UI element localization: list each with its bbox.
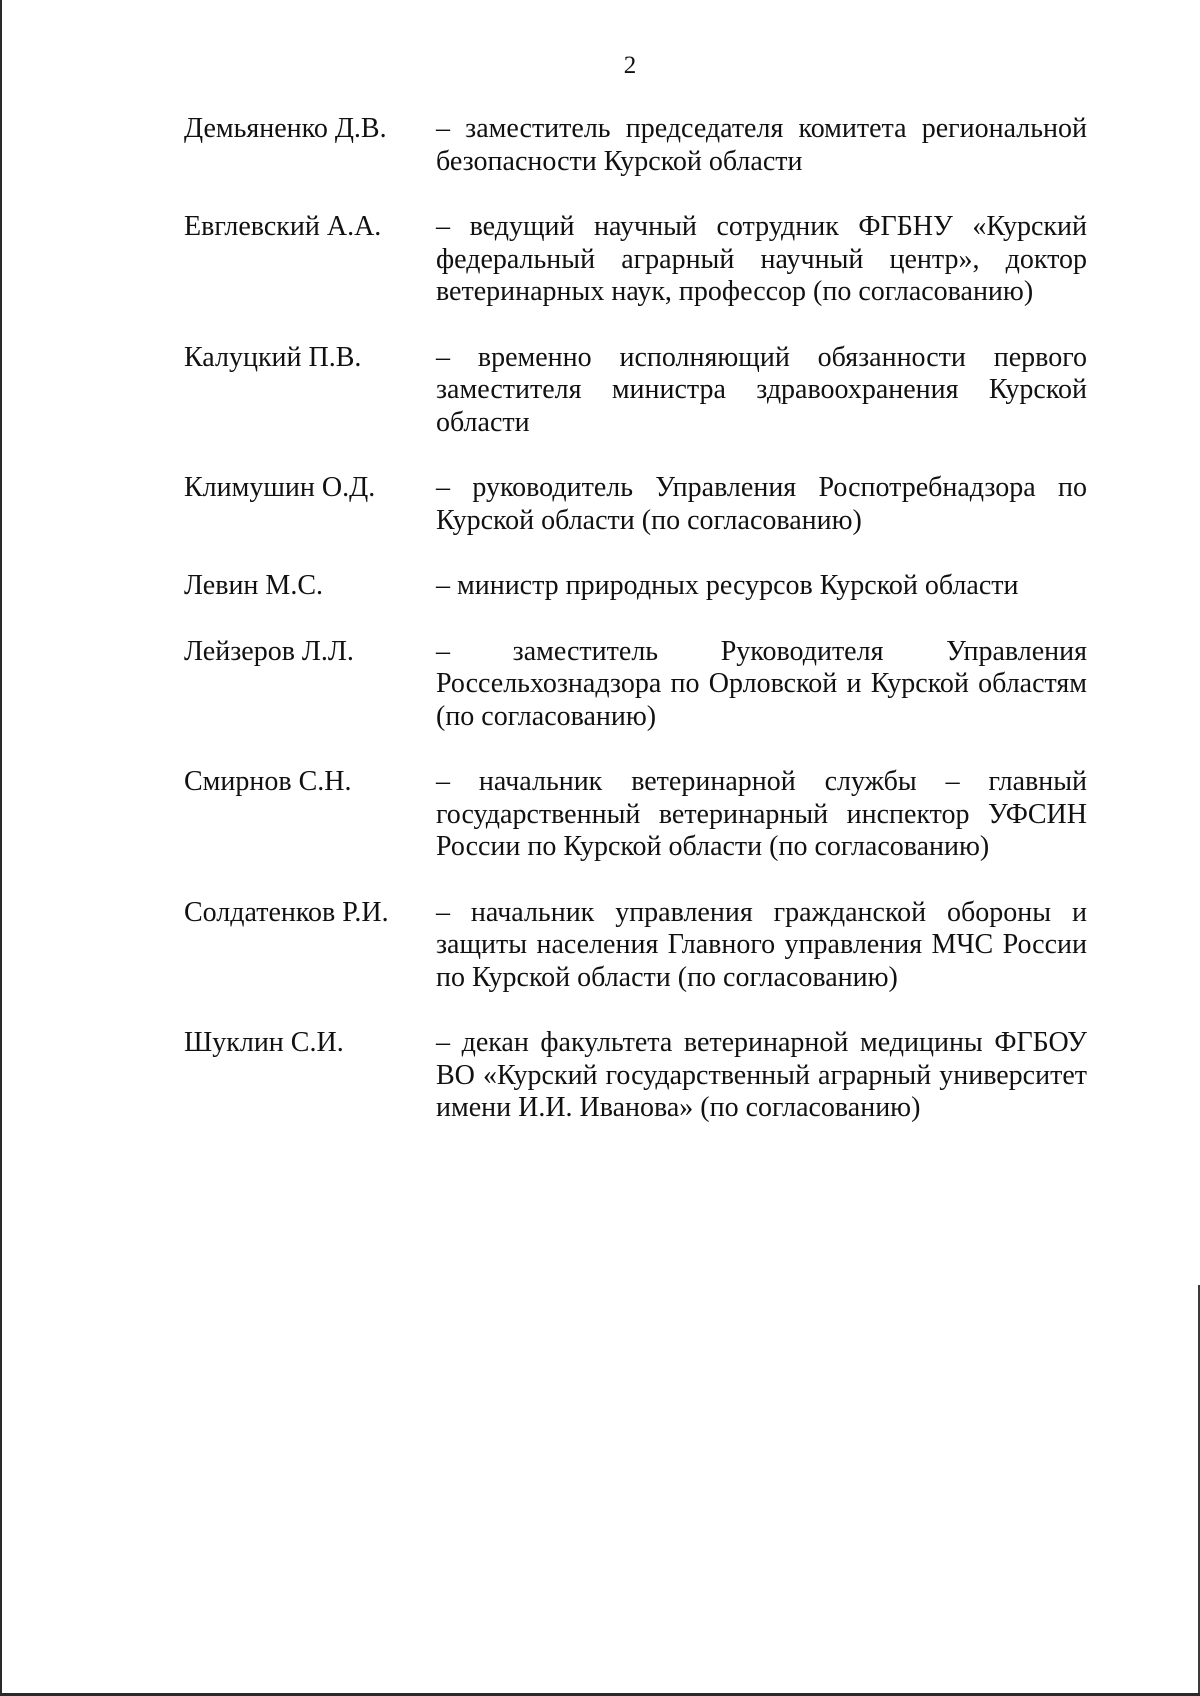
member-row [184, 636, 1087, 734]
member-role: – декан факультета ветеринарной медицины ФГБОУ ВО «Курский государственный аграрный университет имени И.И. Иванова» (по согласованию) [436, 1027, 1087, 1123]
member-row [184, 897, 1087, 995]
member-name: Климушин О.Д. [184, 472, 376, 503]
member-row [184, 570, 1087, 603]
members-list [184, 113, 1087, 1158]
member-row [184, 211, 1087, 309]
scan-edge-left [0, 0, 2, 1696]
member-name: Солдатенков Р.И. [184, 896, 389, 928]
member-row [184, 472, 1087, 537]
page-number: 2 [623, 52, 637, 79]
member-row [184, 113, 1087, 178]
member-role: – временно исполняющий обязанности первого заместителя министра здравоохранения Курской области [436, 341, 1087, 438]
member-role: – заместитель Руководителя Управления Россельхознадзора по Орловской и Курской областям (по согласованию) [436, 635, 1087, 732]
member-role: – начальник управления гражданской обороны и защиты населения Главного управления МЧС России по Курской области (по согласованию) [436, 896, 1087, 993]
member-name: Демьяненко Д.В. [184, 113, 387, 144]
member-role: – руководитель Управления Роспотребнадзора по Курской области (по согласованию) [436, 472, 1087, 536]
member-name: Калуцкий П.В. [184, 341, 362, 373]
member-name: Смирнов С.Н. [184, 766, 352, 797]
member-name: Левин М.С. [184, 570, 323, 601]
member-role: – начальник ветеринарной службы – главный государственный ветеринарный инспектор УФСИН России по Курской области (по согласованию) [436, 766, 1087, 862]
member-name: Евглевский А.А. [184, 211, 382, 242]
member-name: Шуклин С.И. [184, 1027, 344, 1058]
member-row [184, 766, 1087, 864]
member-role: – министр природных ресурсов Курской области [436, 570, 1019, 601]
member-row [184, 342, 1087, 440]
member-row [184, 1027, 1087, 1125]
member-role: – заместитель председателя комитета региональной безопасности Курской области [436, 113, 1087, 177]
member-name: Лейзеров Л.Л. [184, 635, 354, 667]
member-role: – ведущий научный сотрудник ФГБНУ «Курский федеральный аграрный научный центр», доктор ветеринарных наук, профессор (по согласованию) [436, 211, 1087, 307]
